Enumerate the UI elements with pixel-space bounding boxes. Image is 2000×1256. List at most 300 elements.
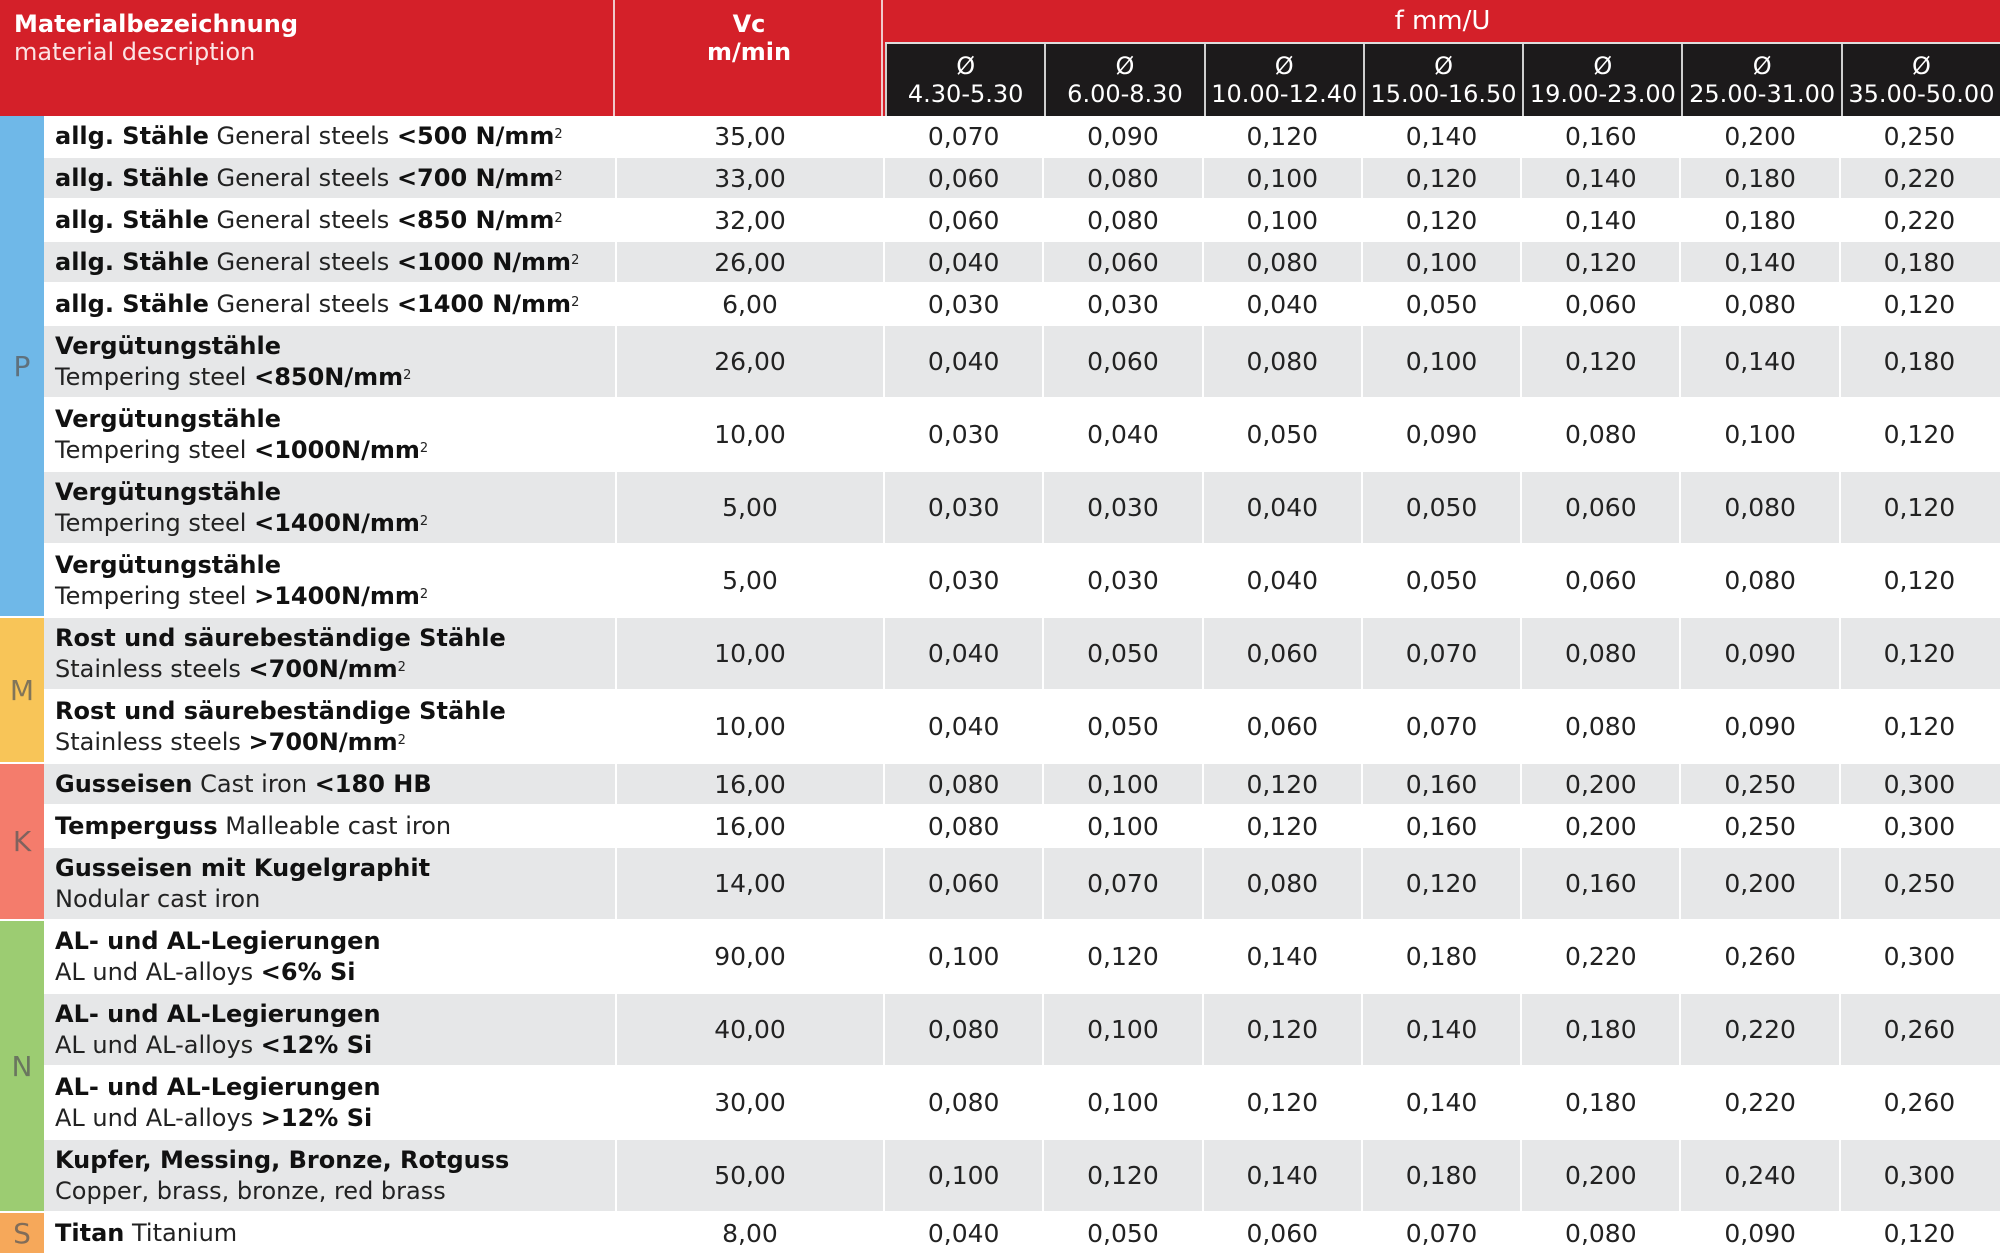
material-name-line1 [55,811,451,842]
table-row [44,764,2000,806]
vc-value: 32,00 [615,200,883,240]
table-row [44,1213,2000,1255]
header-diameter-ranges [885,44,2000,116]
material-cell [44,921,615,992]
feed-value: 0,090 [1042,116,1201,156]
feed-value: 0,080 [883,994,1042,1065]
material-strength: <180 HB [314,769,432,798]
diameter-range-label: 4.30-5.30 [907,80,1024,108]
material-name-de: allg. Stähle [55,121,209,150]
diameter-range-label: 6.00-8.30 [1067,80,1183,108]
feed-value: 0,030 [883,472,1042,543]
feed-value: 0,040 [883,326,1042,397]
superscript: 2 [403,367,412,383]
feed-value: 0,040 [883,242,1042,282]
table-header [0,0,2000,116]
feed-value: 0,100 [1042,1067,1201,1138]
feed-value: 0,080 [1520,399,1679,470]
material-cell [44,806,615,846]
vc-value: 90,00 [615,921,883,992]
table-row [44,618,2000,691]
header-material-de: Materialbezeichnung [14,10,298,38]
material-name-line1 [55,247,579,278]
feed-value: 0,180 [1839,326,1998,397]
feed-value: 0,090 [1679,618,1838,689]
vc-value: 35,00 [615,116,883,156]
material-name-line1 [55,1145,509,1176]
material-name-line1 [55,1218,237,1249]
superscript: 2 [397,732,406,748]
feed-value: 0,070 [1042,848,1201,919]
vc-value: 5,00 [615,545,883,616]
group-label-N: N [0,921,44,1213]
feed-value: 0,100 [1202,200,1361,240]
material-name-line2 [55,508,428,539]
feed-value: 0,060 [1520,472,1679,543]
vc-value: 8,00 [615,1213,883,1253]
material-name-en: Tempering steel [55,581,255,610]
header-vc-label: Vc [732,10,766,38]
feed-value: 0,080 [1042,200,1201,240]
header-vc-unit: m/min [706,38,792,66]
feed-value: 0,300 [1839,764,1998,804]
header-diameter-5 [1681,44,1840,116]
material-name-line1 [55,331,281,362]
feed-value: 0,300 [1839,806,1998,846]
feed-value: 0,300 [1839,1140,1998,1211]
material-name-de: Temperguss [55,811,218,840]
material-name-line1 [55,853,430,884]
feed-value: 0,240 [1679,1140,1838,1211]
feed-value: 0,030 [883,399,1042,470]
feed-value: 0,120 [1520,326,1679,397]
material-cell [44,326,615,397]
material-strength: <500 N/mm [396,121,555,150]
group-label-K: K [0,764,44,921]
feed-value: 0,040 [883,618,1042,689]
vc-value: 10,00 [615,399,883,470]
feed-value: 0,200 [1679,848,1838,919]
material-cell [44,116,615,156]
vc-value: 14,00 [615,848,883,919]
material-group-N [0,921,2000,1213]
material-name-de: Rost und säurebeständige Stähle [55,696,506,725]
feed-value: 0,050 [1042,618,1201,689]
material-name-line1 [55,1072,381,1103]
header-vc [617,0,883,116]
feed-value: 0,060 [883,200,1042,240]
feed-value: 0,070 [1361,691,1520,762]
diameter-icon: Ø [1752,52,1772,80]
header-material-en: material description [14,38,256,66]
feed-value: 0,140 [1202,1140,1361,1211]
material-cell [44,1213,615,1253]
vc-value: 26,00 [615,326,883,397]
material-strength: >700N/mm [248,727,398,756]
feed-value: 0,060 [1520,545,1679,616]
feed-value: 0,080 [1520,691,1679,762]
material-strength: <850N/mm [254,362,404,391]
material-name-de: allg. Stähle [55,247,209,276]
superscript: 2 [554,168,563,184]
feed-value: 0,050 [1361,284,1520,324]
feed-value: 0,040 [1202,284,1361,324]
material-name-en: Nodular cast iron [55,884,261,913]
material-strength: <700N/mm [248,654,398,683]
feed-value: 0,140 [1361,994,1520,1065]
feed-value: 0,060 [1520,284,1679,324]
header-diameter-3 [1363,44,1522,116]
material-cell [44,691,615,762]
vc-value: 10,00 [615,691,883,762]
vc-value: 16,00 [615,806,883,846]
material-name-en: Stainless steels [55,727,249,756]
group-label-M: M [0,618,44,764]
diameter-icon: Ø [956,52,976,80]
table-row [44,326,2000,399]
feed-value: 0,120 [1839,472,1998,543]
table-row [44,545,2000,618]
feed-value: 0,070 [883,116,1042,156]
feed-value: 0,080 [1202,242,1361,282]
material-name-line1 [55,404,281,435]
feed-value: 0,220 [1679,1067,1838,1138]
feed-value: 0,090 [1679,1213,1838,1253]
vc-value: 6,00 [615,284,883,324]
feed-value: 0,060 [1042,326,1201,397]
diameter-range-label: 15.00-16.50 [1370,80,1517,108]
feed-value: 0,120 [1839,618,1998,689]
diameter-range-label: 19.00-23.00 [1529,80,1676,108]
feed-value: 0,030 [883,545,1042,616]
feed-value: 0,260 [1839,1067,1998,1138]
material-name-en: Titanium [124,1218,238,1247]
feed-value: 0,090 [1361,399,1520,470]
feed-value: 0,120 [1361,158,1520,198]
feed-value: 0,040 [1202,472,1361,543]
feed-value: 0,120 [1202,116,1361,156]
feed-value: 0,160 [1361,806,1520,846]
material-name-line1 [55,926,381,957]
feed-value: 0,120 [1202,806,1361,846]
feed-value: 0,060 [883,158,1042,198]
feed-value: 0,180 [1679,200,1838,240]
feed-value: 0,080 [883,764,1042,804]
feed-value: 0,140 [1679,326,1838,397]
feed-value: 0,080 [1202,848,1361,919]
feed-value: 0,030 [1042,284,1201,324]
feed-value: 0,140 [1202,921,1361,992]
feed-value: 0,060 [1042,242,1201,282]
superscript: 2 [571,294,580,310]
material-name-line2 [55,1030,372,1061]
material-strength: >1400N/mm [254,581,420,610]
material-name-en: Tempering steel [55,435,255,464]
material-name-en: General steels [208,289,397,318]
feed-value: 0,120 [1839,399,1998,470]
material-cell [44,284,615,324]
material-name-line2 [55,884,260,915]
feed-value: 0,090 [1679,691,1838,762]
feed-value: 0,160 [1361,764,1520,804]
table-row [44,806,2000,848]
feed-value: 0,140 [1361,116,1520,156]
material-name-de: Vergütungstähle [55,550,282,579]
material-name-en: Cast iron [192,769,315,798]
diameter-icon: Ø [1115,52,1135,80]
diameter-icon: Ø [1434,52,1453,80]
feed-value: 0,060 [883,848,1042,919]
table-row [44,1140,2000,1213]
feed-value: 0,140 [1520,158,1679,198]
diameter-icon: Ø [1274,52,1294,80]
feed-value: 0,030 [1042,472,1201,543]
vc-value: 33,00 [615,158,883,198]
diameter-icon: Ø [1593,52,1613,80]
material-strength: <1000 N/mm [396,247,572,276]
feed-value: 0,060 [1202,618,1361,689]
material-name-en: Tempering steel [55,362,255,391]
material-name-de: AL- und AL-Legierungen [55,926,381,955]
material-name-de: Vergütungstähle [55,404,282,433]
feed-value: 0,080 [1679,472,1838,543]
table-row [44,691,2000,764]
feed-value: 0,120 [1361,848,1520,919]
group-label-P: P [0,116,44,618]
superscript: 2 [554,126,563,142]
material-strength: <12% Si [260,1030,373,1059]
material-name-en: Tempering steel [55,508,255,537]
material-cell [44,1140,615,1211]
feed-value: 0,070 [1361,1213,1520,1253]
feed-value: 0,050 [1042,1213,1201,1253]
material-name-line1 [55,121,563,152]
material-name-de: AL- und AL-Legierungen [55,999,381,1028]
diameter-icon: Ø [1911,52,1931,80]
feed-value: 0,100 [883,1140,1042,1211]
header-diameter-0 [885,44,1044,116]
material-name-de: Gusseisen [55,769,193,798]
feed-value: 0,120 [1042,921,1201,992]
feed-value: 0,060 [1202,691,1361,762]
material-name-line1 [55,623,506,654]
feed-value: 0,250 [1839,848,1998,919]
feed-value: 0,250 [1839,116,1998,156]
feed-value: 0,180 [1679,158,1838,198]
diameter-range-label: 25.00-31.00 [1689,80,1836,108]
material-cell [44,242,615,282]
material-name-de: allg. Stähle [55,205,209,234]
feed-value: 0,160 [1520,116,1679,156]
feed-value: 0,040 [1042,399,1201,470]
table-row [44,921,2000,994]
feed-value: 0,040 [1202,545,1361,616]
feed-value: 0,120 [1839,284,1998,324]
material-strength: <700 N/mm [396,163,555,192]
vc-value: 40,00 [615,994,883,1065]
feed-value: 0,080 [883,1067,1042,1138]
feed-value: 0,200 [1679,116,1838,156]
feed-value: 0,100 [1042,764,1201,804]
feed-value: 0,070 [1361,618,1520,689]
feed-value: 0,260 [1839,994,1998,1065]
table-row [44,472,2000,545]
header-material [0,0,615,116]
vc-value: 10,00 [615,618,883,689]
material-name-line1 [55,769,432,800]
material-name-line2 [55,957,356,988]
feed-value: 0,080 [883,806,1042,846]
table-row [44,994,2000,1067]
feed-value: 0,120 [1839,545,1998,616]
material-name-en: AL und AL-alloys [55,957,261,986]
feed-value: 0,120 [1202,1067,1361,1138]
material-cell [44,618,615,689]
material-name-en: General steels [208,205,397,234]
material-name-en: AL und AL-alloys [55,1103,261,1132]
feed-value: 0,030 [1042,545,1201,616]
feed-value: 0,220 [1520,921,1679,992]
group-label-S: S [0,1213,44,1255]
material-name-en: General steels [208,121,397,150]
material-name-en: Stainless steels [55,654,249,683]
feed-value: 0,120 [1839,1213,1998,1253]
table-body [0,116,2000,1255]
feed-value: 0,050 [1361,472,1520,543]
material-name-line2 [55,654,406,685]
material-cell [44,848,615,919]
material-name-line2 [55,1103,372,1134]
superscript: 2 [571,252,580,268]
material-strength: >12% Si [260,1103,373,1132]
material-name-en: Copper, brass, bronze, red brass [55,1176,446,1205]
material-name-en: AL und AL-alloys [55,1030,261,1059]
material-cell [44,545,615,616]
material-cell [44,994,615,1065]
material-name-en: Malleable cast iron [217,811,452,840]
material-group-M [0,618,2000,764]
feed-value: 0,080 [1520,1213,1679,1253]
material-name-en: General steels [208,163,397,192]
material-name-de: allg. Stähle [55,289,209,318]
feed-value: 0,040 [883,1213,1042,1253]
superscript: 2 [419,513,429,529]
feed-value: 0,080 [1042,158,1201,198]
feed-value: 0,200 [1520,806,1679,846]
feed-value: 0,180 [1520,994,1679,1065]
material-cell [44,158,615,198]
material-name-de: Vergütungstähle [55,331,282,360]
feed-value: 0,050 [1361,545,1520,616]
feed-value: 0,200 [1520,1140,1679,1211]
material-cell [44,764,615,804]
header-diameter-6 [1841,44,2000,116]
feed-value: 0,260 [1679,921,1838,992]
feed-value: 0,030 [883,284,1042,324]
superscript: 2 [419,586,429,602]
feed-value: 0,050 [1202,399,1361,470]
material-name-line2 [55,581,428,612]
material-name-line1 [55,477,281,508]
table-row [44,284,2000,326]
feed-value: 0,300 [1839,921,1998,992]
header-diameter-4 [1522,44,1681,116]
feed-value: 0,120 [1202,764,1361,804]
table-row [44,116,2000,158]
feed-value: 0,180 [1839,242,1998,282]
material-name-de: Rost und säurebeständige Stähle [55,623,506,652]
material-strength: <850 N/mm [396,205,555,234]
header-diameter-2 [1204,44,1363,116]
feed-value: 0,080 [1679,284,1838,324]
material-name-line2 [55,727,406,758]
material-name-line1 [55,999,381,1030]
feed-value: 0,180 [1361,1140,1520,1211]
feed-value: 0,120 [1361,200,1520,240]
feed-value: 0,050 [1042,691,1201,762]
feed-value: 0,200 [1520,764,1679,804]
superscript: 2 [419,440,429,456]
material-strength: <6% Si [260,957,356,986]
material-name-line2 [55,362,411,393]
material-name-de: Titan [55,1218,125,1247]
material-name-line1 [55,550,281,581]
superscript: 2 [397,659,406,675]
material-cell [44,399,615,470]
material-name-line1 [55,163,563,194]
feed-value: 0,220 [1839,158,1998,198]
material-name-de: Gusseisen mit Kugelgraphit [55,853,431,882]
vc-value: 50,00 [615,1140,883,1211]
feed-value: 0,060 [1202,1213,1361,1253]
feed-value: 0,120 [1839,691,1998,762]
feed-value: 0,220 [1839,200,1998,240]
material-group-S [0,1213,2000,1255]
feed-value: 0,100 [1042,806,1201,846]
table-row [44,158,2000,200]
material-cell [44,472,615,543]
vc-value: 5,00 [615,472,883,543]
feed-value: 0,120 [1520,242,1679,282]
feed-value: 0,100 [1202,158,1361,198]
feed-value: 0,040 [883,691,1042,762]
diameter-range-label: 10.00-12.40 [1211,80,1358,108]
feed-value: 0,120 [1042,1140,1201,1211]
feed-value: 0,140 [1361,1067,1520,1138]
feed-value: 0,220 [1679,994,1838,1065]
material-name-de: AL- und AL-Legierungen [55,1072,381,1101]
table-row [44,242,2000,284]
material-name-en: General steels [208,247,397,276]
table-row [44,200,2000,242]
material-strength: <1400N/mm [254,508,420,537]
feed-value: 0,120 [1202,994,1361,1065]
feed-value: 0,250 [1679,764,1838,804]
feed-value: 0,080 [1679,545,1838,616]
feed-value: 0,180 [1361,921,1520,992]
vc-value: 26,00 [615,242,883,282]
material-cell [44,200,615,240]
superscript: 2 [554,210,563,226]
feed-value: 0,080 [1202,326,1361,397]
header-feed: f mm/U [885,0,2000,44]
material-group-P [0,116,2000,618]
feed-value: 0,080 [1520,618,1679,689]
material-cell [44,1067,615,1138]
material-strength: <1400 N/mm [396,289,572,318]
feed-value: 0,100 [1042,994,1201,1065]
material-group-K [0,764,2000,921]
